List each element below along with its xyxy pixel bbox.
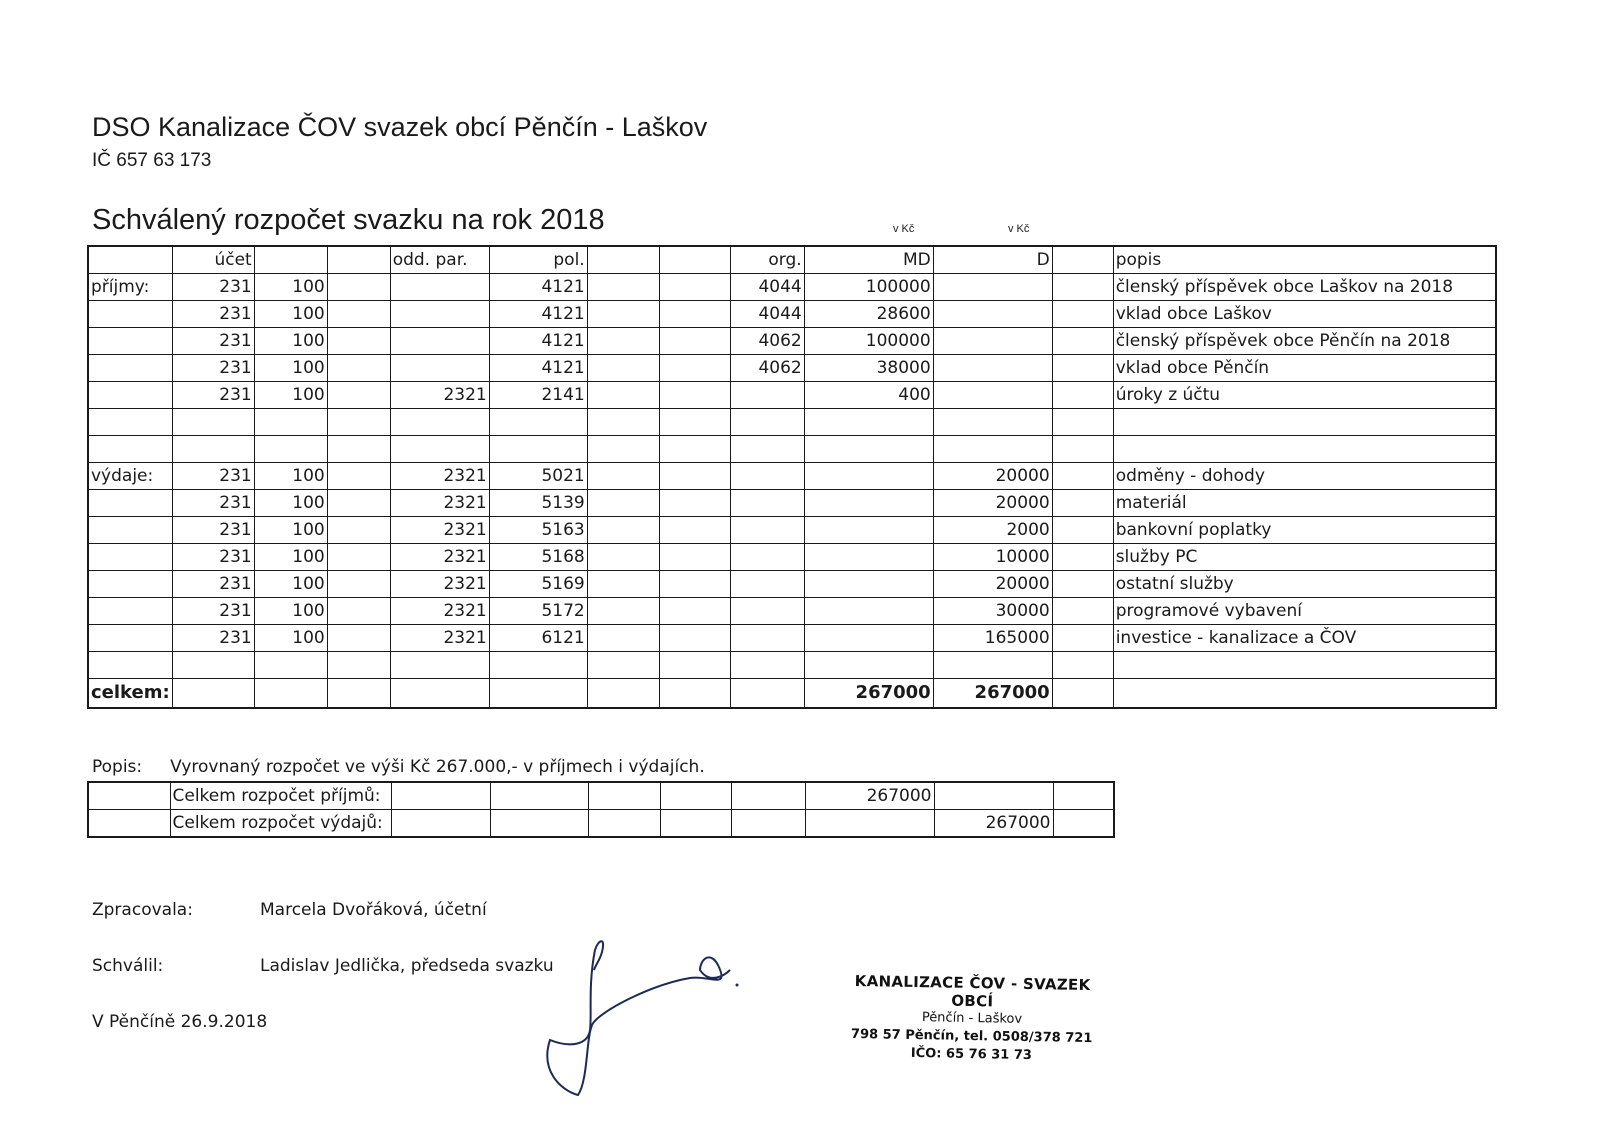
- table-cell: [88, 490, 172, 517]
- total-row: [88, 679, 1496, 709]
- table-cell: 100000: [804, 274, 933, 301]
- table-cell: 6121: [489, 625, 587, 652]
- table-cell: [327, 409, 390, 436]
- table-cell: 4062: [730, 355, 804, 382]
- table-cell: [1052, 301, 1113, 328]
- table-cell: [804, 598, 933, 625]
- table-cell: [659, 436, 730, 463]
- table-cell: [1052, 652, 1113, 679]
- table-cell: [88, 544, 172, 571]
- table-row: [88, 328, 1496, 355]
- table-cell: [1052, 625, 1113, 652]
- table-cell: [390, 328, 489, 355]
- table-cell: 2321: [390, 490, 489, 517]
- table-cell: [804, 409, 933, 436]
- approved-by-label: Schválil:: [92, 956, 164, 976]
- summary-row: [88, 810, 1114, 838]
- prepared-by-value: Marcela Dvořáková, účetní: [260, 900, 487, 920]
- summary-cell: [1053, 782, 1114, 810]
- table-cell: 400: [804, 382, 933, 409]
- table-row: [88, 571, 1496, 598]
- table-row: [88, 490, 1496, 517]
- organization-stamp: [841, 972, 1103, 1067]
- table-cell: [933, 382, 1052, 409]
- table-cell: [730, 436, 804, 463]
- table-cell: [88, 652, 172, 679]
- table-cell: [587, 652, 659, 679]
- table-cell: [390, 274, 489, 301]
- stamp-line-2: Pěnčín - Laškov: [921, 1010, 1023, 1027]
- table-cell: 231: [172, 544, 254, 571]
- table-cell: [587, 409, 659, 436]
- table-cell: [730, 490, 804, 517]
- unit-label-md: v Kč: [893, 223, 915, 235]
- table-cell: [730, 544, 804, 571]
- table-cell: [1052, 436, 1113, 463]
- header-row: [88, 246, 1496, 274]
- table-cell: [804, 517, 933, 544]
- table-cell: odměny - dohody: [1113, 463, 1496, 490]
- table-cell: [587, 463, 659, 490]
- table-cell: [88, 382, 172, 409]
- table-cell: [933, 301, 1052, 328]
- table-cell: [1052, 679, 1113, 709]
- summary-cell: [934, 782, 1053, 810]
- table-cell: [804, 544, 933, 571]
- table-cell: [587, 544, 659, 571]
- table-row: [88, 274, 1496, 301]
- table-cell: [587, 571, 659, 598]
- table-cell: [659, 355, 730, 382]
- table-cell: ostatní služby: [1113, 571, 1496, 598]
- table-row: [88, 301, 1496, 328]
- table-cell: [327, 328, 390, 355]
- table-cell: 2321: [390, 517, 489, 544]
- table-cell: [730, 625, 804, 652]
- table-cell: 100: [254, 598, 327, 625]
- table-cell: vklad obce Laškov: [1113, 301, 1496, 328]
- table-cell: [1052, 598, 1113, 625]
- table-cell: [88, 436, 172, 463]
- table-cell: 2321: [390, 625, 489, 652]
- summary-cell: Celkem rozpočet výdajů:: [170, 810, 391, 838]
- table-cell: 231: [172, 625, 254, 652]
- table-cell: 4062: [730, 328, 804, 355]
- table-cell: [88, 517, 172, 544]
- document-title: Schválený rozpočet svazku na rok 2018: [92, 204, 605, 236]
- summary-cell: [391, 782, 490, 810]
- table-cell: [254, 246, 327, 274]
- table-cell: [327, 382, 390, 409]
- table-cell: [327, 355, 390, 382]
- table-cell: [489, 436, 587, 463]
- table-cell: 5169: [489, 571, 587, 598]
- summary-cell: [660, 810, 731, 838]
- summary-cell: [1053, 810, 1114, 838]
- table-cell: [730, 463, 804, 490]
- table-cell: [659, 246, 730, 274]
- table-cell: [327, 625, 390, 652]
- table-row: [88, 382, 1496, 409]
- table-cell: [659, 301, 730, 328]
- table-cell: [804, 571, 933, 598]
- table-cell: 2000: [933, 517, 1052, 544]
- table-cell: 20000: [933, 490, 1052, 517]
- table-cell: [659, 409, 730, 436]
- table-row: [88, 355, 1496, 382]
- table-cell: bankovní poplatky: [1113, 517, 1496, 544]
- table-cell: [804, 490, 933, 517]
- table-cell: [88, 355, 172, 382]
- table-cell: 5168: [489, 544, 587, 571]
- table-cell: [489, 409, 587, 436]
- summary-cell: [805, 810, 934, 838]
- description-label: Popis:: [92, 757, 143, 777]
- table-cell: 4121: [489, 328, 587, 355]
- table-cell: [587, 517, 659, 544]
- table-cell: 100: [254, 274, 327, 301]
- table-cell: MD: [804, 246, 933, 274]
- table-cell: [659, 598, 730, 625]
- table-cell: [587, 490, 659, 517]
- table-cell: 267000: [804, 679, 933, 709]
- table-cell: 231: [172, 490, 254, 517]
- table-cell: úroky z účtu: [1113, 382, 1496, 409]
- table-cell: [327, 490, 390, 517]
- table-cell: [390, 355, 489, 382]
- table-cell: 100: [254, 490, 327, 517]
- summary-cell: [490, 810, 588, 838]
- table-cell: materiál: [1113, 490, 1496, 517]
- table-cell: [88, 328, 172, 355]
- table-cell: [390, 652, 489, 679]
- table-cell: 100: [254, 544, 327, 571]
- stamp-line-4: IČO: 65 76 31 73: [910, 1045, 1033, 1064]
- table-cell: [327, 274, 390, 301]
- table-cell: [327, 652, 390, 679]
- summary-cell: [731, 810, 805, 838]
- table-cell: [327, 463, 390, 490]
- table-cell: [933, 328, 1052, 355]
- table-cell: [1052, 382, 1113, 409]
- table-cell: [1113, 652, 1496, 679]
- table-cell: příjmy:: [88, 274, 172, 301]
- table-cell: [1052, 571, 1113, 598]
- table-cell: [587, 679, 659, 709]
- unit-label-d: v Kč: [1008, 223, 1030, 235]
- table-cell: [390, 679, 489, 709]
- table-cell: 30000: [933, 598, 1052, 625]
- table-cell: [1113, 436, 1496, 463]
- table-cell: [1052, 246, 1113, 274]
- table-cell: [587, 598, 659, 625]
- prepared-by-label: Zpracovala:: [92, 900, 193, 920]
- table-cell: 231: [172, 463, 254, 490]
- table-cell: [587, 328, 659, 355]
- table-cell: 10000: [933, 544, 1052, 571]
- table-cell: [659, 274, 730, 301]
- table-cell: 4121: [489, 301, 587, 328]
- table-cell: 5163: [489, 517, 587, 544]
- table-cell: [327, 246, 390, 274]
- table-cell: [730, 382, 804, 409]
- table-cell: [327, 301, 390, 328]
- table-cell: 165000: [933, 625, 1052, 652]
- table-cell: odd. par.: [390, 246, 489, 274]
- table-row: [88, 409, 1496, 436]
- table-cell: [327, 571, 390, 598]
- table-cell: [390, 301, 489, 328]
- table-row: [88, 463, 1496, 490]
- summary-cell: [391, 810, 490, 838]
- table-cell: [659, 328, 730, 355]
- table-cell: [587, 246, 659, 274]
- table-cell: [327, 436, 390, 463]
- summary-cell: [88, 782, 170, 810]
- table-cell: [659, 679, 730, 709]
- table-cell: popis: [1113, 246, 1496, 274]
- table-cell: 100: [254, 571, 327, 598]
- table-cell: [933, 409, 1052, 436]
- table-cell: [390, 436, 489, 463]
- table-cell: [1052, 274, 1113, 301]
- table-cell: [390, 409, 489, 436]
- table-cell: 5021: [489, 463, 587, 490]
- stamp-line-3: 798 57 Pěnčín, tel. 0508/378 721: [850, 1026, 1093, 1047]
- table-cell: [587, 274, 659, 301]
- table-cell: [489, 679, 587, 709]
- table-cell: [172, 436, 254, 463]
- table-row: [88, 436, 1496, 463]
- summary-cell: [588, 782, 660, 810]
- summary-row: [88, 782, 1114, 810]
- table-cell: 231: [172, 355, 254, 382]
- table-cell: 100: [254, 382, 327, 409]
- place-date: V Pěnčíně 26.9.2018: [92, 1012, 268, 1032]
- table-cell: 5172: [489, 598, 587, 625]
- organization-ic: IČ 657 63 173: [92, 150, 212, 171]
- approved-by-value: Ladislav Jedlička, předseda svazku: [260, 956, 554, 976]
- table-cell: 231: [172, 328, 254, 355]
- table-cell: [88, 246, 172, 274]
- table-cell: [1052, 463, 1113, 490]
- table-cell: [88, 301, 172, 328]
- table-cell: [659, 490, 730, 517]
- table-cell: 2321: [390, 544, 489, 571]
- table-cell: programové vybavení: [1113, 598, 1496, 625]
- table-cell: 2321: [390, 382, 489, 409]
- table-cell: [1052, 328, 1113, 355]
- table-cell: 100: [254, 625, 327, 652]
- description-line: [92, 757, 705, 777]
- table-cell: [933, 355, 1052, 382]
- table-cell: [1052, 355, 1113, 382]
- table-cell: celkem:: [88, 679, 172, 709]
- table-cell: [659, 571, 730, 598]
- table-row: [88, 625, 1496, 652]
- table-cell: 38000: [804, 355, 933, 382]
- table-cell: 100: [254, 517, 327, 544]
- table-cell: [1052, 409, 1113, 436]
- table-cell: [587, 436, 659, 463]
- table-row: [88, 598, 1496, 625]
- summary-table: [87, 781, 1115, 838]
- table-cell: [172, 679, 254, 709]
- table-cell: [1113, 409, 1496, 436]
- table-cell: [254, 652, 327, 679]
- organization-name: DSO Kanalizace ČOV svazek obcí Pěnčín - Laškov: [92, 112, 708, 142]
- table-cell: [804, 436, 933, 463]
- table-cell: 5139: [489, 490, 587, 517]
- table-row: [88, 517, 1496, 544]
- budget-table: [87, 245, 1497, 709]
- summary-cell: Celkem rozpočet příjmů:: [170, 782, 391, 810]
- table-cell: 100: [254, 328, 327, 355]
- summary-cell: [731, 782, 805, 810]
- table-row: [88, 652, 1496, 679]
- table-cell: pol.: [489, 246, 587, 274]
- table-cell: 2321: [390, 571, 489, 598]
- table-cell: [659, 382, 730, 409]
- table-cell: [327, 517, 390, 544]
- table-cell: 231: [172, 598, 254, 625]
- table-cell: [172, 652, 254, 679]
- table-cell: [730, 679, 804, 709]
- table-row: [88, 544, 1496, 571]
- table-cell: [730, 517, 804, 544]
- table-cell: účet: [172, 246, 254, 274]
- summary-cell: [660, 782, 731, 810]
- table-cell: 231: [172, 571, 254, 598]
- table-cell: [254, 679, 327, 709]
- table-cell: [659, 463, 730, 490]
- table-cell: 4044: [730, 301, 804, 328]
- table-cell: [730, 571, 804, 598]
- table-cell: [659, 517, 730, 544]
- table-cell: členský příspěvek obce Laškov na 2018: [1113, 274, 1496, 301]
- table-cell: [327, 679, 390, 709]
- table-cell: investice - kanalizace a ČOV: [1113, 625, 1496, 652]
- table-cell: [88, 625, 172, 652]
- table-cell: [327, 598, 390, 625]
- table-cell: 4044: [730, 274, 804, 301]
- table-cell: 4121: [489, 274, 587, 301]
- table-cell: 2141: [489, 382, 587, 409]
- table-cell: 100: [254, 355, 327, 382]
- table-cell: služby PC: [1113, 544, 1496, 571]
- table-cell: [730, 598, 804, 625]
- table-cell: [659, 544, 730, 571]
- handwritten-signature: [540, 930, 760, 1100]
- table-cell: [659, 625, 730, 652]
- table-cell: [254, 436, 327, 463]
- table-cell: 231: [172, 274, 254, 301]
- table-cell: [804, 625, 933, 652]
- table-cell: 231: [172, 382, 254, 409]
- table-cell: vklad obce Pěnčín: [1113, 355, 1496, 382]
- table-cell: [804, 652, 933, 679]
- table-cell: [804, 463, 933, 490]
- table-cell: 231: [172, 301, 254, 328]
- table-cell: 100: [254, 301, 327, 328]
- table-cell: [933, 652, 1052, 679]
- table-cell: [587, 355, 659, 382]
- table-cell: 20000: [933, 463, 1052, 490]
- table-cell: [587, 625, 659, 652]
- table-cell: [88, 409, 172, 436]
- table-cell: [933, 436, 1052, 463]
- table-cell: [172, 409, 254, 436]
- table-cell: 231: [172, 517, 254, 544]
- summary-cell: 267000: [934, 810, 1053, 838]
- description-text: Vyrovnaný rozpočet ve výši Kč 267.000,- v příjmech i výdajích.: [170, 757, 705, 777]
- table-cell: [933, 274, 1052, 301]
- table-cell: org.: [730, 246, 804, 274]
- table-cell: 267000: [933, 679, 1052, 709]
- table-cell: [1052, 517, 1113, 544]
- table-cell: [659, 652, 730, 679]
- table-cell: 28600: [804, 301, 933, 328]
- table-cell: [587, 301, 659, 328]
- table-cell: [730, 652, 804, 679]
- table-cell: 100000: [804, 328, 933, 355]
- table-cell: [1052, 544, 1113, 571]
- table-cell: [88, 571, 172, 598]
- table-cell: [730, 409, 804, 436]
- table-cell: D: [933, 246, 1052, 274]
- table-cell: [587, 382, 659, 409]
- table-cell: výdaje:: [88, 463, 172, 490]
- summary-cell: [490, 782, 588, 810]
- stamp-line-1: KANALIZACE ČOV - SVAZEK OBCÍ: [854, 971, 1091, 1011]
- table-cell: členský příspěvek obce Pěnčín na 2018: [1113, 328, 1496, 355]
- summary-cell: [88, 810, 170, 838]
- table-cell: 100: [254, 463, 327, 490]
- table-cell: 4121: [489, 355, 587, 382]
- table-cell: [327, 544, 390, 571]
- summary-cell: 267000: [805, 782, 934, 810]
- table-cell: [254, 409, 327, 436]
- table-cell: [1052, 490, 1113, 517]
- table-cell: [1113, 679, 1496, 709]
- summary-cell: [588, 810, 660, 838]
- table-cell: 2321: [390, 463, 489, 490]
- table-cell: [489, 652, 587, 679]
- table-cell: 20000: [933, 571, 1052, 598]
- table-cell: 2321: [390, 598, 489, 625]
- table-cell: [88, 598, 172, 625]
